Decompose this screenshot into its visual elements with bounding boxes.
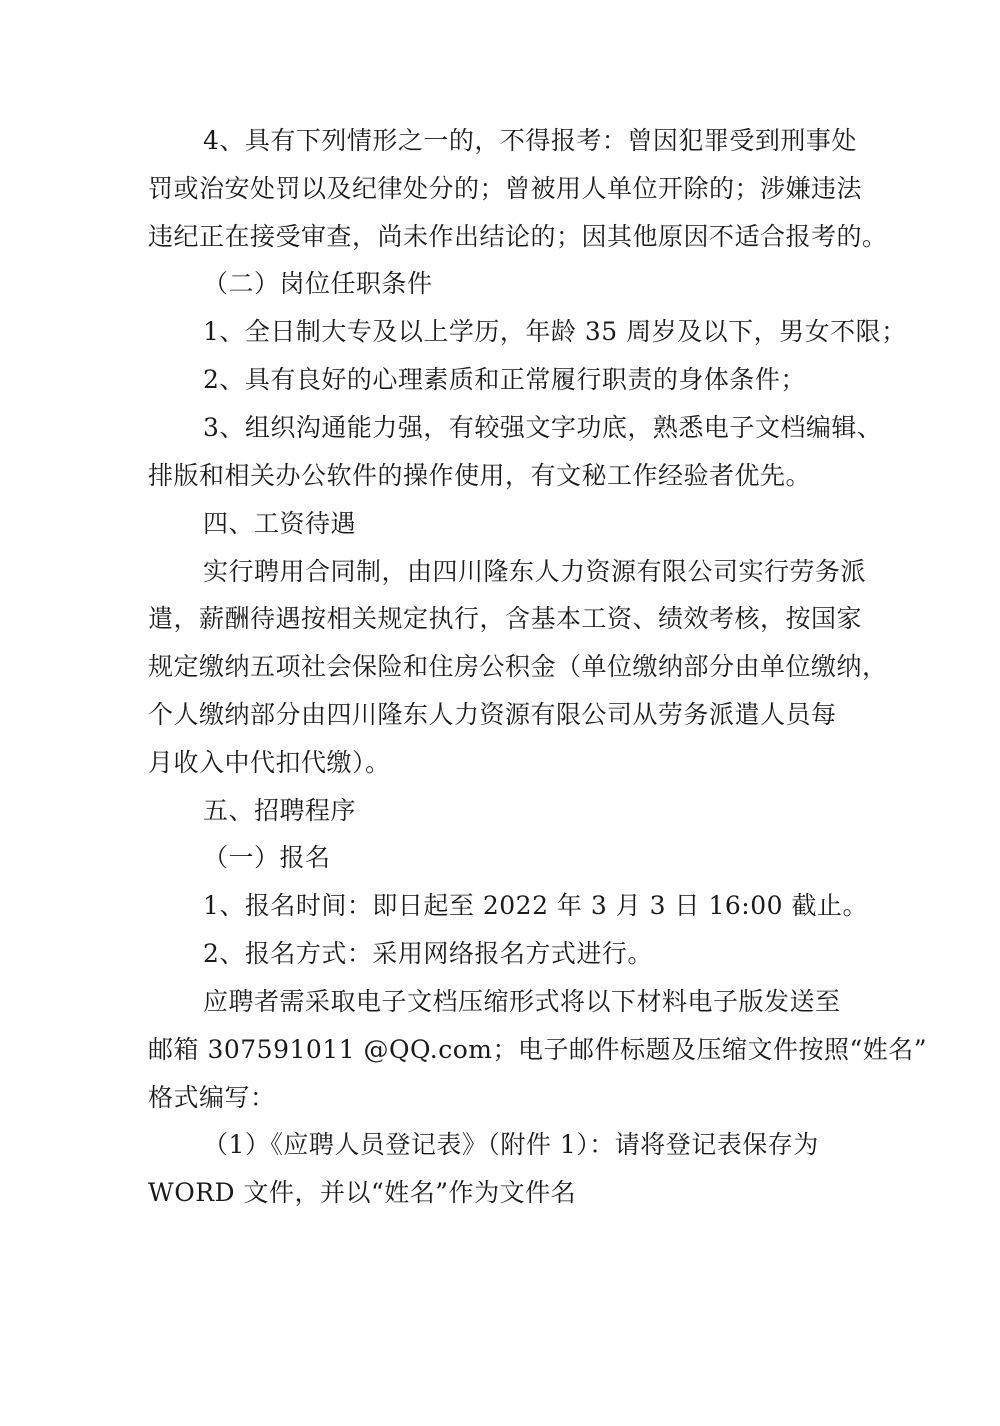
paragraph-line: 应聘者需采取电子文档压缩形式将以下材料电子版发送至 bbox=[203, 987, 841, 1016]
paragraph-line: 规定缴纳五项社会保险和住房公积金（单位缴纳部分由单位缴纳， bbox=[148, 652, 888, 681]
paragraph-line: 3、组织沟通能力强，有较强文字功底，熟悉电子文档编辑、 bbox=[203, 413, 883, 442]
section-heading: （二）岗位任职条件 bbox=[203, 269, 433, 298]
paragraph-line: WORD 文件，并以“姓名”作为文件名 bbox=[148, 1178, 577, 1207]
paragraph-line: 遣，薪酬待遇按相关规定执行，含基本工资、绩效考核，按国家 bbox=[148, 604, 863, 633]
paragraph-line: 邮箱 307591011 @QQ.com；电子邮件标题及压缩文件按照“姓名” bbox=[148, 1035, 928, 1064]
paragraph-line: 1、全日制大专及以上学历，年龄 35 周岁及以下，男女不限； bbox=[203, 317, 907, 346]
paragraph-line: 罚或治安处罚以及纪律处分的；曾被用人单位开除的；涉嫌违法 bbox=[148, 174, 863, 203]
paragraph-line: 2、具有良好的心理素质和正常履行职责的身体条件； bbox=[203, 365, 806, 394]
paragraph-line: 1、报名时间：即日起至 2022 年 3 月 3 日 16:00 截止。 bbox=[203, 891, 868, 920]
paragraph-line: 实行聘用合同制，由四川隆东人力资源有限公司实行劳务派 bbox=[203, 557, 867, 586]
paragraph-line: 个人缴纳部分由四川隆东人力资源有限公司从劳务派遣人员每 bbox=[148, 700, 837, 729]
section-heading: 五、招聘程序 bbox=[203, 796, 357, 825]
paragraph-line: 违纪正在接受审查，尚未作出结论的；因其他原因不适合报考的。 bbox=[148, 222, 888, 251]
paragraph-line: 4、具有下列情形之一的，不得报考：曾因犯罪受到刑事处 bbox=[203, 126, 857, 155]
paragraph-line: 月收入中代扣代缴）。 bbox=[148, 748, 391, 777]
paragraph-line: （1）《应聘人员登记表》（附件 1）：请将登记表保存为 bbox=[203, 1130, 819, 1159]
paragraph-line: 排版和相关办公软件的操作使用，有文秘工作经验者优先。 bbox=[148, 461, 812, 490]
paragraph-line: 2、报名方式：采用网络报名方式进行。 bbox=[203, 939, 653, 968]
section-heading: 四、工资待遇 bbox=[203, 509, 357, 538]
paragraph-line: 格式编写： bbox=[148, 1083, 276, 1112]
section-heading: （一）报名 bbox=[203, 843, 331, 872]
